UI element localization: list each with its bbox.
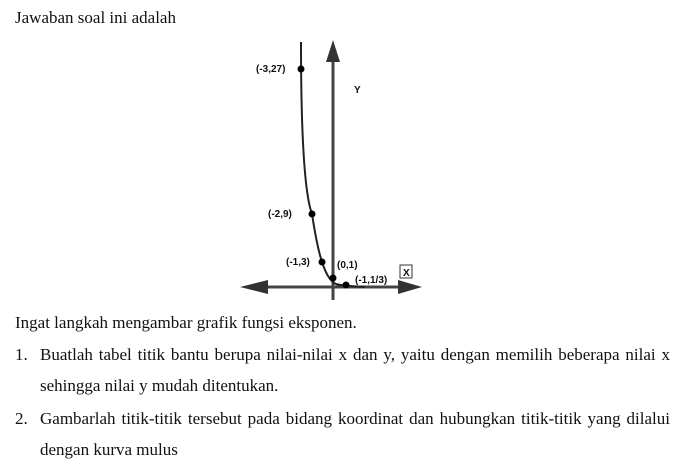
point-marker [298,66,305,73]
x-axis-left-arrow [240,280,268,294]
step-text: Gambarlah titik-titik tersebut pada bidang koordinat dan hubungkan titik-titik yang dilalui dengan kurva mulus [40,409,670,459]
point-label: (0,1) [337,260,358,271]
point-label: (-1,3) [286,257,310,268]
y-axis-label: Y [354,85,361,96]
step-item [15,403,670,465]
point-marker [309,211,316,218]
x-axis-label: X [403,268,410,279]
point-label: (-1,1/3) [355,275,388,286]
point-marker [330,275,337,282]
point-label: (-3,27) [256,64,286,75]
steps-heading: Ingat langkah mengambar grafik fungsi eksponen. [15,313,357,332]
step-item [15,339,670,401]
step-text: Buatlah tabel titik bantu berupa nilai-nilai x dan y, yaitu dengan memilih beberapa nilai x sehingga nilai y mudah ditentukan. [40,345,670,395]
y-axis-arrow [326,40,340,62]
point-label: (-2,9) [268,209,292,220]
point-marker [343,282,350,289]
point-marker [319,259,326,266]
intro-text: Jawaban soal ini adalah [15,8,176,27]
step-number: 1. [15,345,28,364]
step-number: 2. [15,409,28,428]
x-axis-right-arrow [398,280,422,294]
